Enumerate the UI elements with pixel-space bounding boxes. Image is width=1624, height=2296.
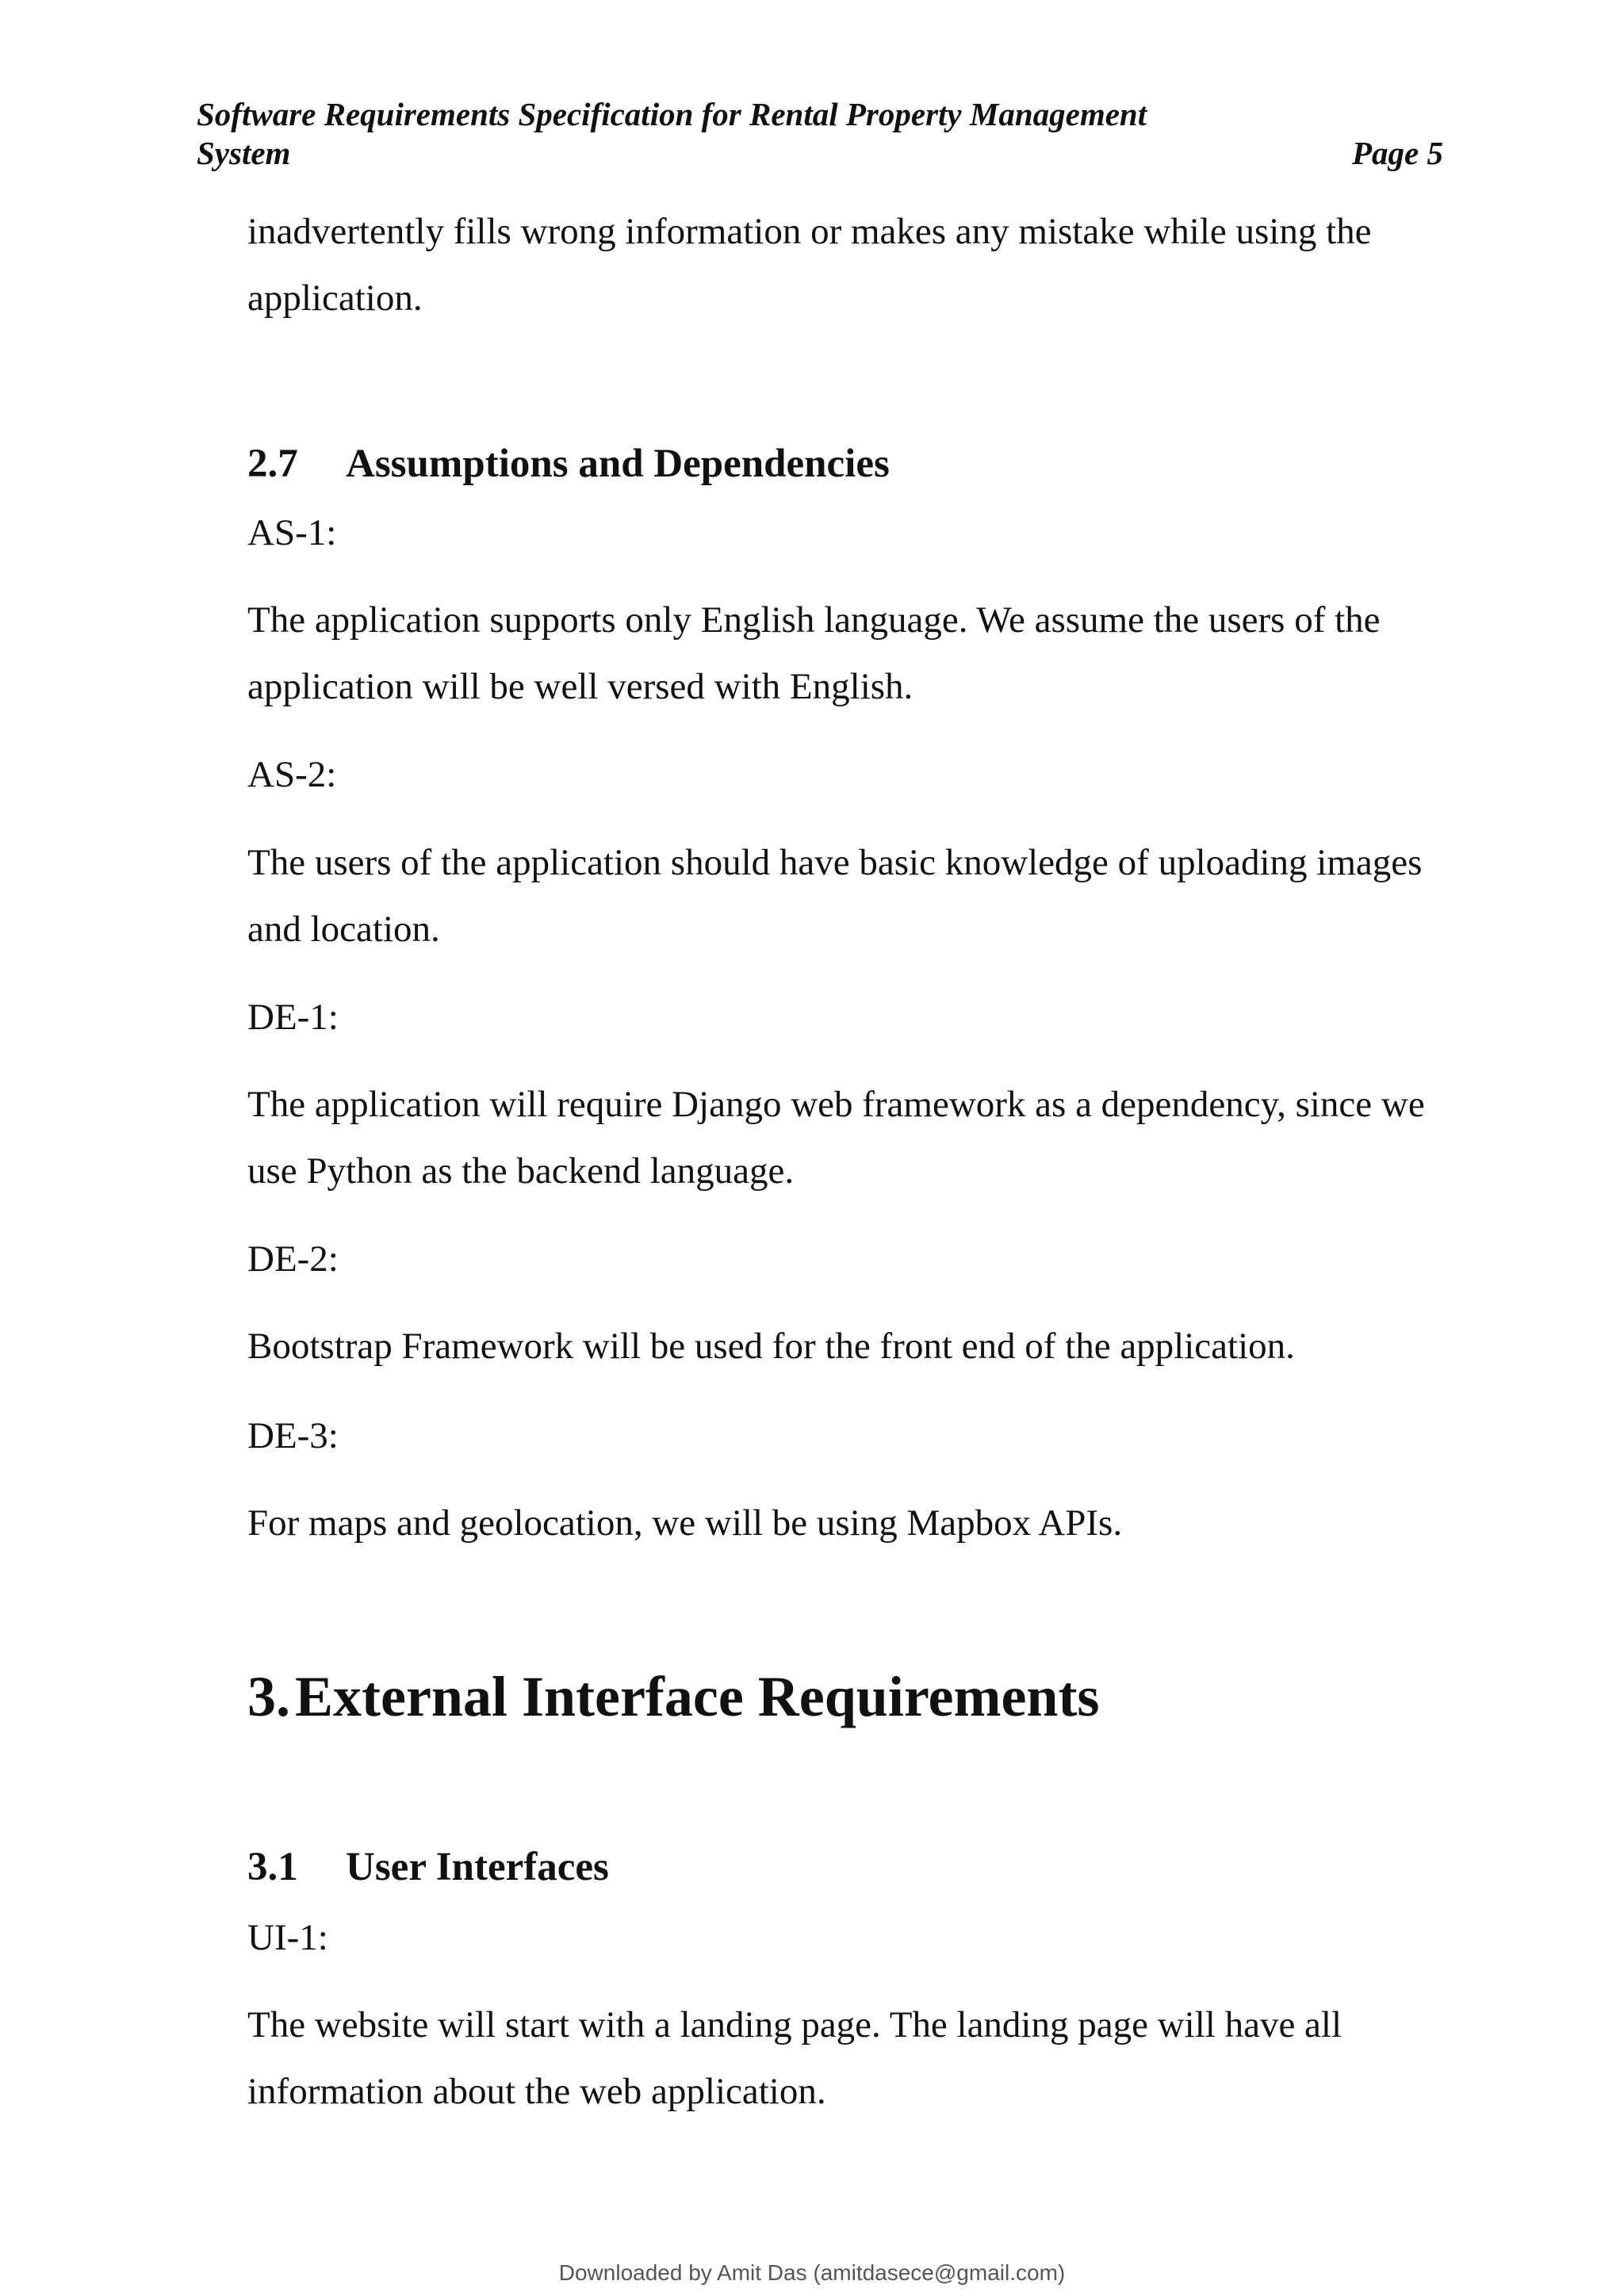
running-header [197, 95, 1443, 173]
section-title: External Interface Requirements [295, 1665, 1100, 1728]
section-title: Assumptions and Dependencies [346, 442, 890, 486]
header-title: Software Requirements Specification for Rental Property Management System [197, 96, 1147, 171]
item-text-ui-1: The website will start with a landing page. The landing page will have all information about the web application. [247, 2004, 1342, 2112]
item-label-de-3: DE-3: [247, 1415, 339, 1456]
section-number: 3. [247, 1665, 290, 1728]
item-text-de-2: Bootstrap Framework will be used for the front end of the application. [247, 1326, 1295, 1367]
item-label-de-1: DE-1: [247, 997, 339, 1038]
section-2-7-heading [247, 440, 890, 488]
intro-paragraph: inadvertently fills wrong information or makes any mistake while using the application. [247, 211, 1372, 319]
download-footer: Downloaded by Amit Das (amitdasece@gmail.com) [558, 2260, 1066, 2285]
item-text-as-1: The application supports only English language. We assume the users of the application will be well versed with English. [247, 599, 1381, 707]
item-label-as-2: AS-2: [247, 754, 337, 795]
item-text-as-2: The users of the application should have basic knowledge of uploading images and location. [247, 842, 1423, 950]
item-label-as-1: AS-1: [247, 512, 337, 553]
section-3-1-heading [247, 1843, 609, 1891]
section-title: User Interfaces [346, 1845, 609, 1889]
item-label-de-2: DE-2: [247, 1238, 339, 1280]
section-3-heading [247, 1663, 1099, 1730]
item-text-de-1: The application will require Django web framework as a dependency, since we use Python as the backend language. [247, 1084, 1425, 1192]
section-number: 3.1 [247, 1845, 298, 1889]
item-label-ui-1: UI-1: [247, 1917, 328, 1958]
page-number: Page 5 [1352, 135, 1443, 171]
item-text-de-3: For maps and geolocation, we will be using Mapbox APIs. [247, 1502, 1123, 1544]
section-number: 2.7 [247, 442, 298, 486]
